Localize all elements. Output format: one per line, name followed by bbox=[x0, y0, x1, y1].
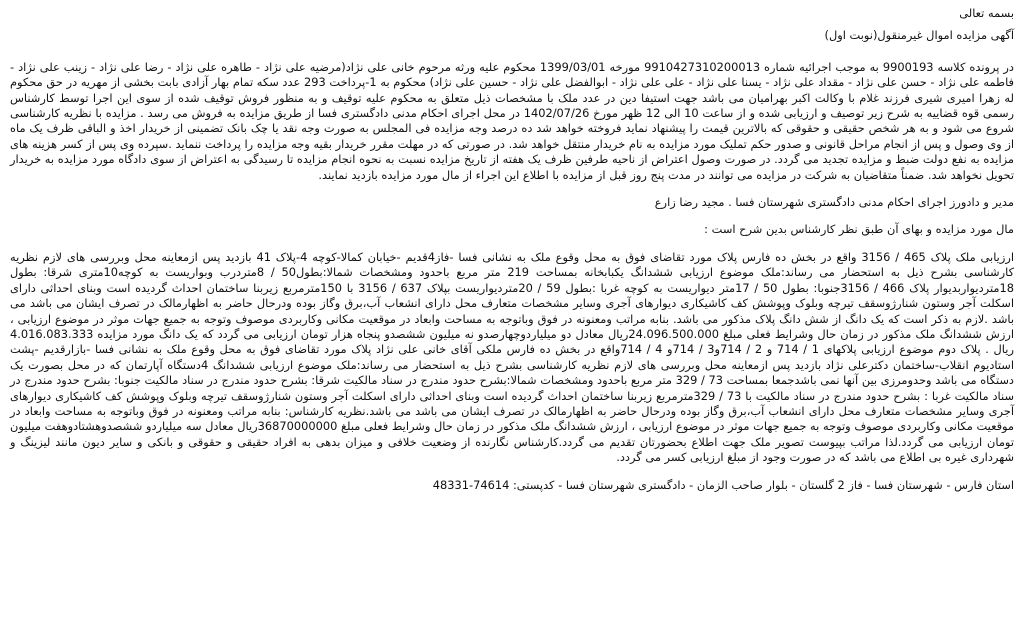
property-intro: مال مورد مزایده و بهای آن طبق نظر کارشناس بدین شرح است : bbox=[704, 222, 1014, 237]
intro-paragraph: در پرونده کلاسه 9900193 به موجب اجرائیه شماره 9910427310200013 مورخه 1399/03/01 محکوم علیه ورثه مرحوم خانی علی نژاد(مرضیه علی نژاد - طاهره علی نژاد - رضا علی نژاد - زینب علی نژاد - فاطمه علی نژاد - حسن علی نژاد - مقداد علی نژاد - یسنا علی نژاد - علی علی نژاد - ابوالفضل علی نژاد - حسین علی نژاد) محکوم به 1-پرداخت 293 عدد سکه تمام بهار آزادی بابت بخشی از مهریه در حق محکوم له زهرا امیری شیری فرزند غلام با وکالت اکبر بهرامیان می باشد جهت استیفا دین در عدد ملک با مشخصات ذیل متعلق به محکوم علیه توقیف و به منظور فروش توقیف شده از سوی این اجرا توسط کارشناس رسمی قوه قضاییه به شرح زیر توصیف و ارزیابی شده و از ساعت 10 الی 12 ظهر مورخ 1402/07/26 در محل اجرای احکام مدنی دادگستری فسا از طریق مزایده به فروش می رسد . مزایده با نظریه کارشناسی شروع می شود و به هر شخص حقیقی و حقوقی که بالاترین قیمت را پیشنهاد نماید فروخته خواهد شد ده درصد وجه مزایده فی المجلس به صورت وجه نقد یا چک بانک تضمینی از خریدار اخذ و الباقی ظرف یک ماه از وی وصول و پس از انجام مراحل قانونی و صدور حکم تملیک مورد مزایده به نام خریدار منتقل خواهد شد. در صورتی که در مهلت مقرر خریدار بقیه وجه مزایده را پرداخت ننماید .سپرده وی پس از کسر هزینه های مزایده به نفع دولت ضبط و مزایده تجدید می گردد. در صورت وصول اعتراض از ناحیه طرفین ظرف یک هفته از تاریخ مزایده نسبت به نحوه انجام مزایده تا رسیدگی به اعتراض از سوی دادگاه مورد مزایده به خریدار تحویل نخواهد شد. ضمناً متقاضیان به شرکت در مزایده می توانند در مدت پنج روز قبل از مزایده با اطلاع این اجراء از مال مورد مزایده بازدید نمایند. bbox=[10, 59, 1015, 182]
signature-line: مدیر و دادورز اجرای احکام مدنی دادگستری شهرستان فسا . مجید رضا زارع bbox=[654, 195, 1014, 210]
invocation: بسمه تعالی bbox=[959, 6, 1014, 20]
property-description: ارزیابی ملک پلاک 465 / 3156 واقع در بخش ده فارس پلاک مورد تقاضای فوق به محل وقوع ملک به نشانی فسا -فاز4قدیم -خیابان کمالا-کوچه 4-پلاک 41 بازدید پس ازمعاینه محل وبررسی های لازم نظریه کارشناسی بشرح ذیل به استحضار می رساند:ملک موضوع ارزیابی ششدانگ یکبابخانه بمساحت 219 متر مربع باحدود ومشخصات شمالا:بطول50 / 8متردرب وبواریست به کوچه10متری شرقا: بطول 18متردیواربدیوار پلاک 466 / 3156جنوبا: بطول 50 / 17متر دیواریست به کوچه غربا :بطول 59 / 20متردیواریست بپلاک 637 / 3156 با 150مترمربع زیربنا ساختمان احداث گردیده است وبنای احداثی دارای اسکلت آجر وستون شنارژوسقف تیرچه وبلوک وپوشش کف کاشیکاری دیوارهای آجری وسایر مشخصات متعارف محل دارای انشعاب آب،برق وگاز بوده ودرحال حاضر به اظهارمالک در تصرف ایشان می باشد می باشد .لازم به ذکر است که یک دانگ از شش دانگ پلاک مذکور می باشد. بنابه مراتب ومعنونه در فوق وباتوجه به مساحت وابعاد در موقعیت مکانی وکاربردی موصوف وتوجه به جمیع جهات موثر در موضوع ارزیابی ، ارزش ششدانگ ملک مذکور در زمان حال وشرایط فعلی مبلغ 24.096.500.000ریال معادل دو میلیاردوچهارصدو نه میلیون ششصدو پنجاه هزار تومان ارزیابی می گردد که یک دانگ مورد مزایده 4.016.083.333 ریال . پلاک دوم موضوع ارزیابی پلاکهای 1 / 714 و 2 / 714و3 / 714و 4 / 714واقع در بخش ده فارس ملکی آقای خانی علی نژاد پلاک مورد تقاضای فوق به محل وقوع ملک به نشانی فسا -بازارقدیم -پشت استادیوم انقلاب-ساختمان دکترعلی نژاد بازدید پس ازمعاینه محل وبررسی های لازم نظریه کارشناسی بشرح ذیل به استحضار می رساند:ملک موضوع ارزیابی ششدانگ 4دستگاه آپارتمان که در محل بصورت یک دستگاه می باشد وحدومرزی بین آنها نمی باشدجمعا بمساحت 73 / 329 متر مربع باحدود ومشخصات شمالا:بشرح حدود مندرج در سناد مالکیت شرقا: بشرح حدود مندرج در سناد مالکیت جنوبا: بشرح حدود مندرج در سناد مالکیت غربا : بشرح حدود مندرج در سناد مالکیت با 73 / 329مترمربع زیربنا ساختمان احداث گردیده است وبنای احداثی دارای اسکلت آجر وستون شنارژوسقف تیرچه وبلوک وپوشش کف کاشیکاری دیوارهای آجری وسایر مشخصات متعارف محل دارای انشعاب آب،برق وگاز بوده ودرحال حاضر به اظهارمالک در تصرف ایشان می باشد می باشد.نظریه کارشناس: بنابه مراتب ومعنونه در فوق وباتوجه به مساحت وابعاد در موقعیت مکانی وکاربردی موصوف وتوجه به جمیع جهات موثر در موضوع ارزیابی ، ارزش ششدانگ ملک مذکور در زمان حال وشرایط فعلی مبلغ 36870000000ریال معادل سه میلیاردو ششصدوهشتادوهفت میلیون تومان ارزیابی می گردد.لذا مراتب بپیوست تصویر ملک جهت اطلاع بحضورتان تقدیم می گردد.کارشناس نگارنده از وضعیت خلافی و میزان بدهی به افراد حقیقی و حقوقی و بانکی و سایر دیون مانند لیزینگ و شهرداری غیره بی اطلاع می باشد که در صورت وجود از مبلغ ارزیابی کسر می گردد. bbox=[10, 249, 1015, 465]
address-line: استان فارس - شهرستان فسا - فاز 2 گلستان - بلوار صاحب الزمان - دادگستری شهرستان فسا - کدپستی: 74614-48331 bbox=[432, 477, 1014, 492]
notice-title: آگهی مزایده اموال غیرمنقول(نوبت اول) bbox=[824, 28, 1014, 43]
